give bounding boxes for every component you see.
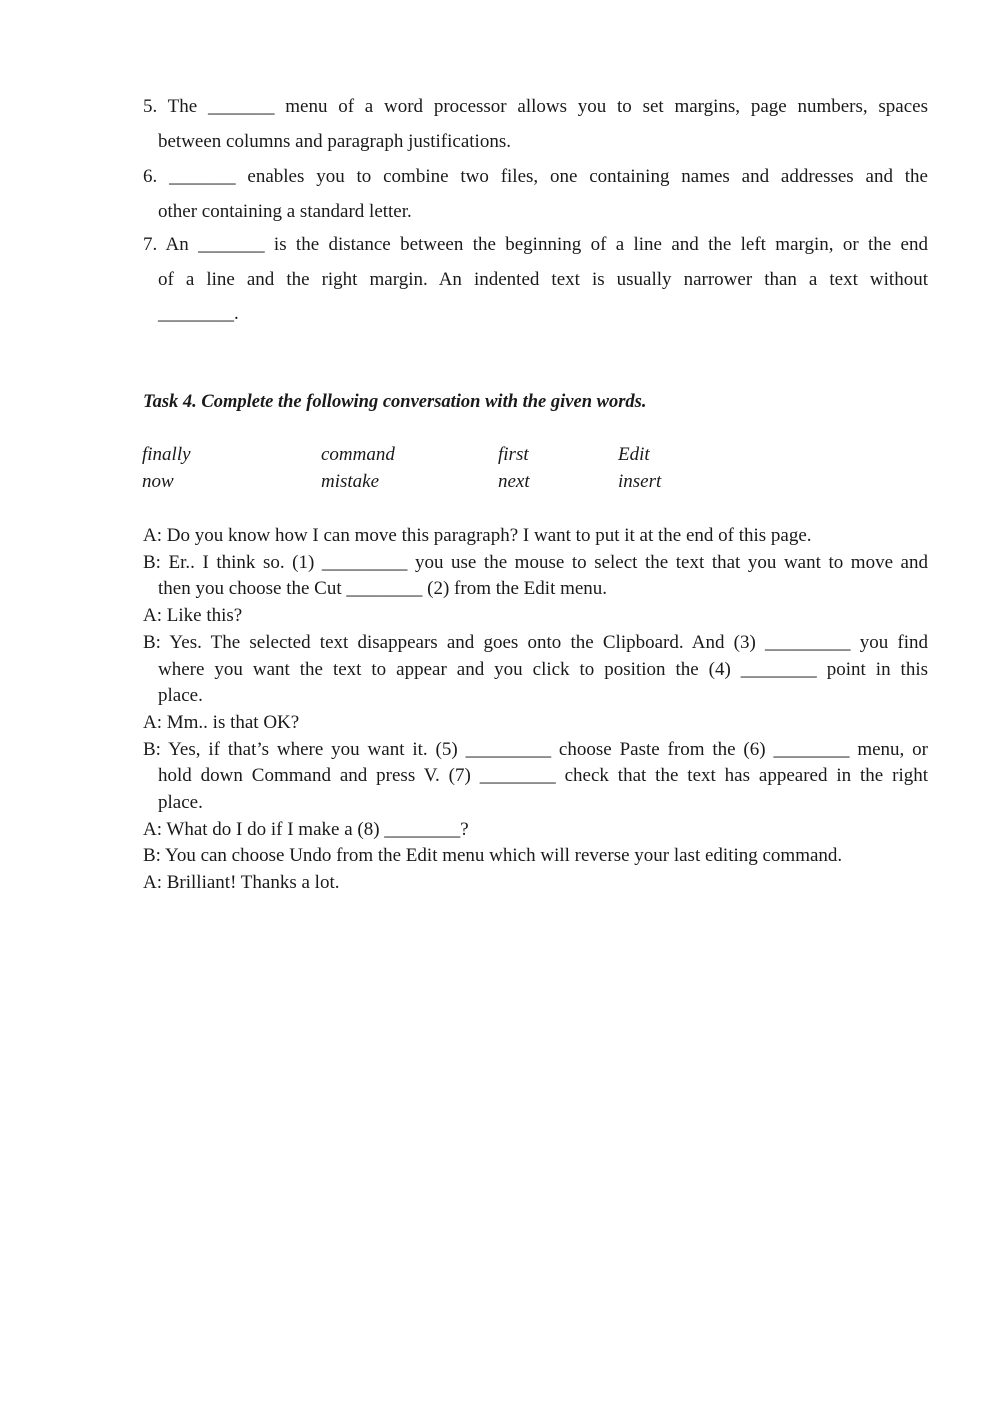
dialogue-line: hold down Command and press V. (7) ________ check that the text has appeared in the right (158, 765, 928, 787)
word-bank-word: insert (618, 471, 662, 492)
dialogue-line: A: Mm.. is that OK? (143, 711, 300, 733)
dialogue-line: then you choose the Cut ________ (2) from the Edit menu. (158, 578, 608, 600)
dialogue-line: A: What do I do if I make a (8) ________? (143, 818, 469, 840)
word-bank-word: first (498, 444, 529, 465)
dialogue-line: place. (158, 792, 203, 814)
word-bank-word: mistake (321, 471, 380, 492)
dialogue-line: place. (158, 685, 203, 707)
dialogue-line: B: Yes. The selected text disappears and goes onto the Clipboard. And (3) _________ you find (143, 631, 928, 653)
question-7-line-1: 7. An _______ is the distance between the beginning of a line and the left margin, or the end (143, 234, 928, 255)
conversation (143, 523, 928, 897)
question-6-line-2: other containing a standard letter. (158, 200, 412, 222)
word-bank-word: command (321, 444, 395, 465)
dialogue-line: B: You can choose Undo from the Edit menu which will reverse your last editing command. (143, 845, 843, 867)
dialogue-line: where you want the text to appear and you click to position the (4) ________ point in this (158, 658, 928, 680)
dialogue-line: A: Brilliant! Thanks a lot. (143, 872, 340, 894)
word-bank-word: Edit (618, 444, 650, 465)
question-7 (143, 228, 928, 332)
question-5 (143, 90, 928, 159)
dialogue-line: A: Like this? (143, 605, 243, 627)
question-7-line-2: of a line and the right margin. An indented text is usually narrower than a text without (158, 268, 928, 290)
question-7-line-3: ________. (158, 303, 239, 324)
word-bank-word: now (142, 471, 174, 492)
dialogue-line: A: Do you know how I can move this paragraph? I want to put it at the end of this page. (143, 525, 812, 546)
task-4-heading: Task 4. Complete the following conversation with the given words. (143, 392, 647, 412)
word-bank-word: finally (142, 444, 191, 465)
word-bank-word: next (498, 471, 530, 492)
word-bank-row (142, 444, 742, 471)
dialogue-line: B: Yes, if that’s where you want it. (5) _________ choose Paste from the (6) ________ menu, or (143, 738, 928, 760)
word-bank-row (142, 471, 742, 498)
question-5-line-1: 5. The _______ menu of a word processor allows you to set margins, page numbers, spaces (143, 96, 928, 117)
word-bank (142, 444, 742, 498)
question-5-line-2: between columns and paragraph justifications. (158, 130, 511, 152)
question-6-line-1: 6. _______ enables you to combine two files, one containing names and addresses and the (143, 166, 928, 187)
dialogue-line: B: Er.. I think so. (1) _________ you use the mouse to select the text that you want to move and (143, 551, 928, 573)
question-6 (143, 160, 928, 229)
